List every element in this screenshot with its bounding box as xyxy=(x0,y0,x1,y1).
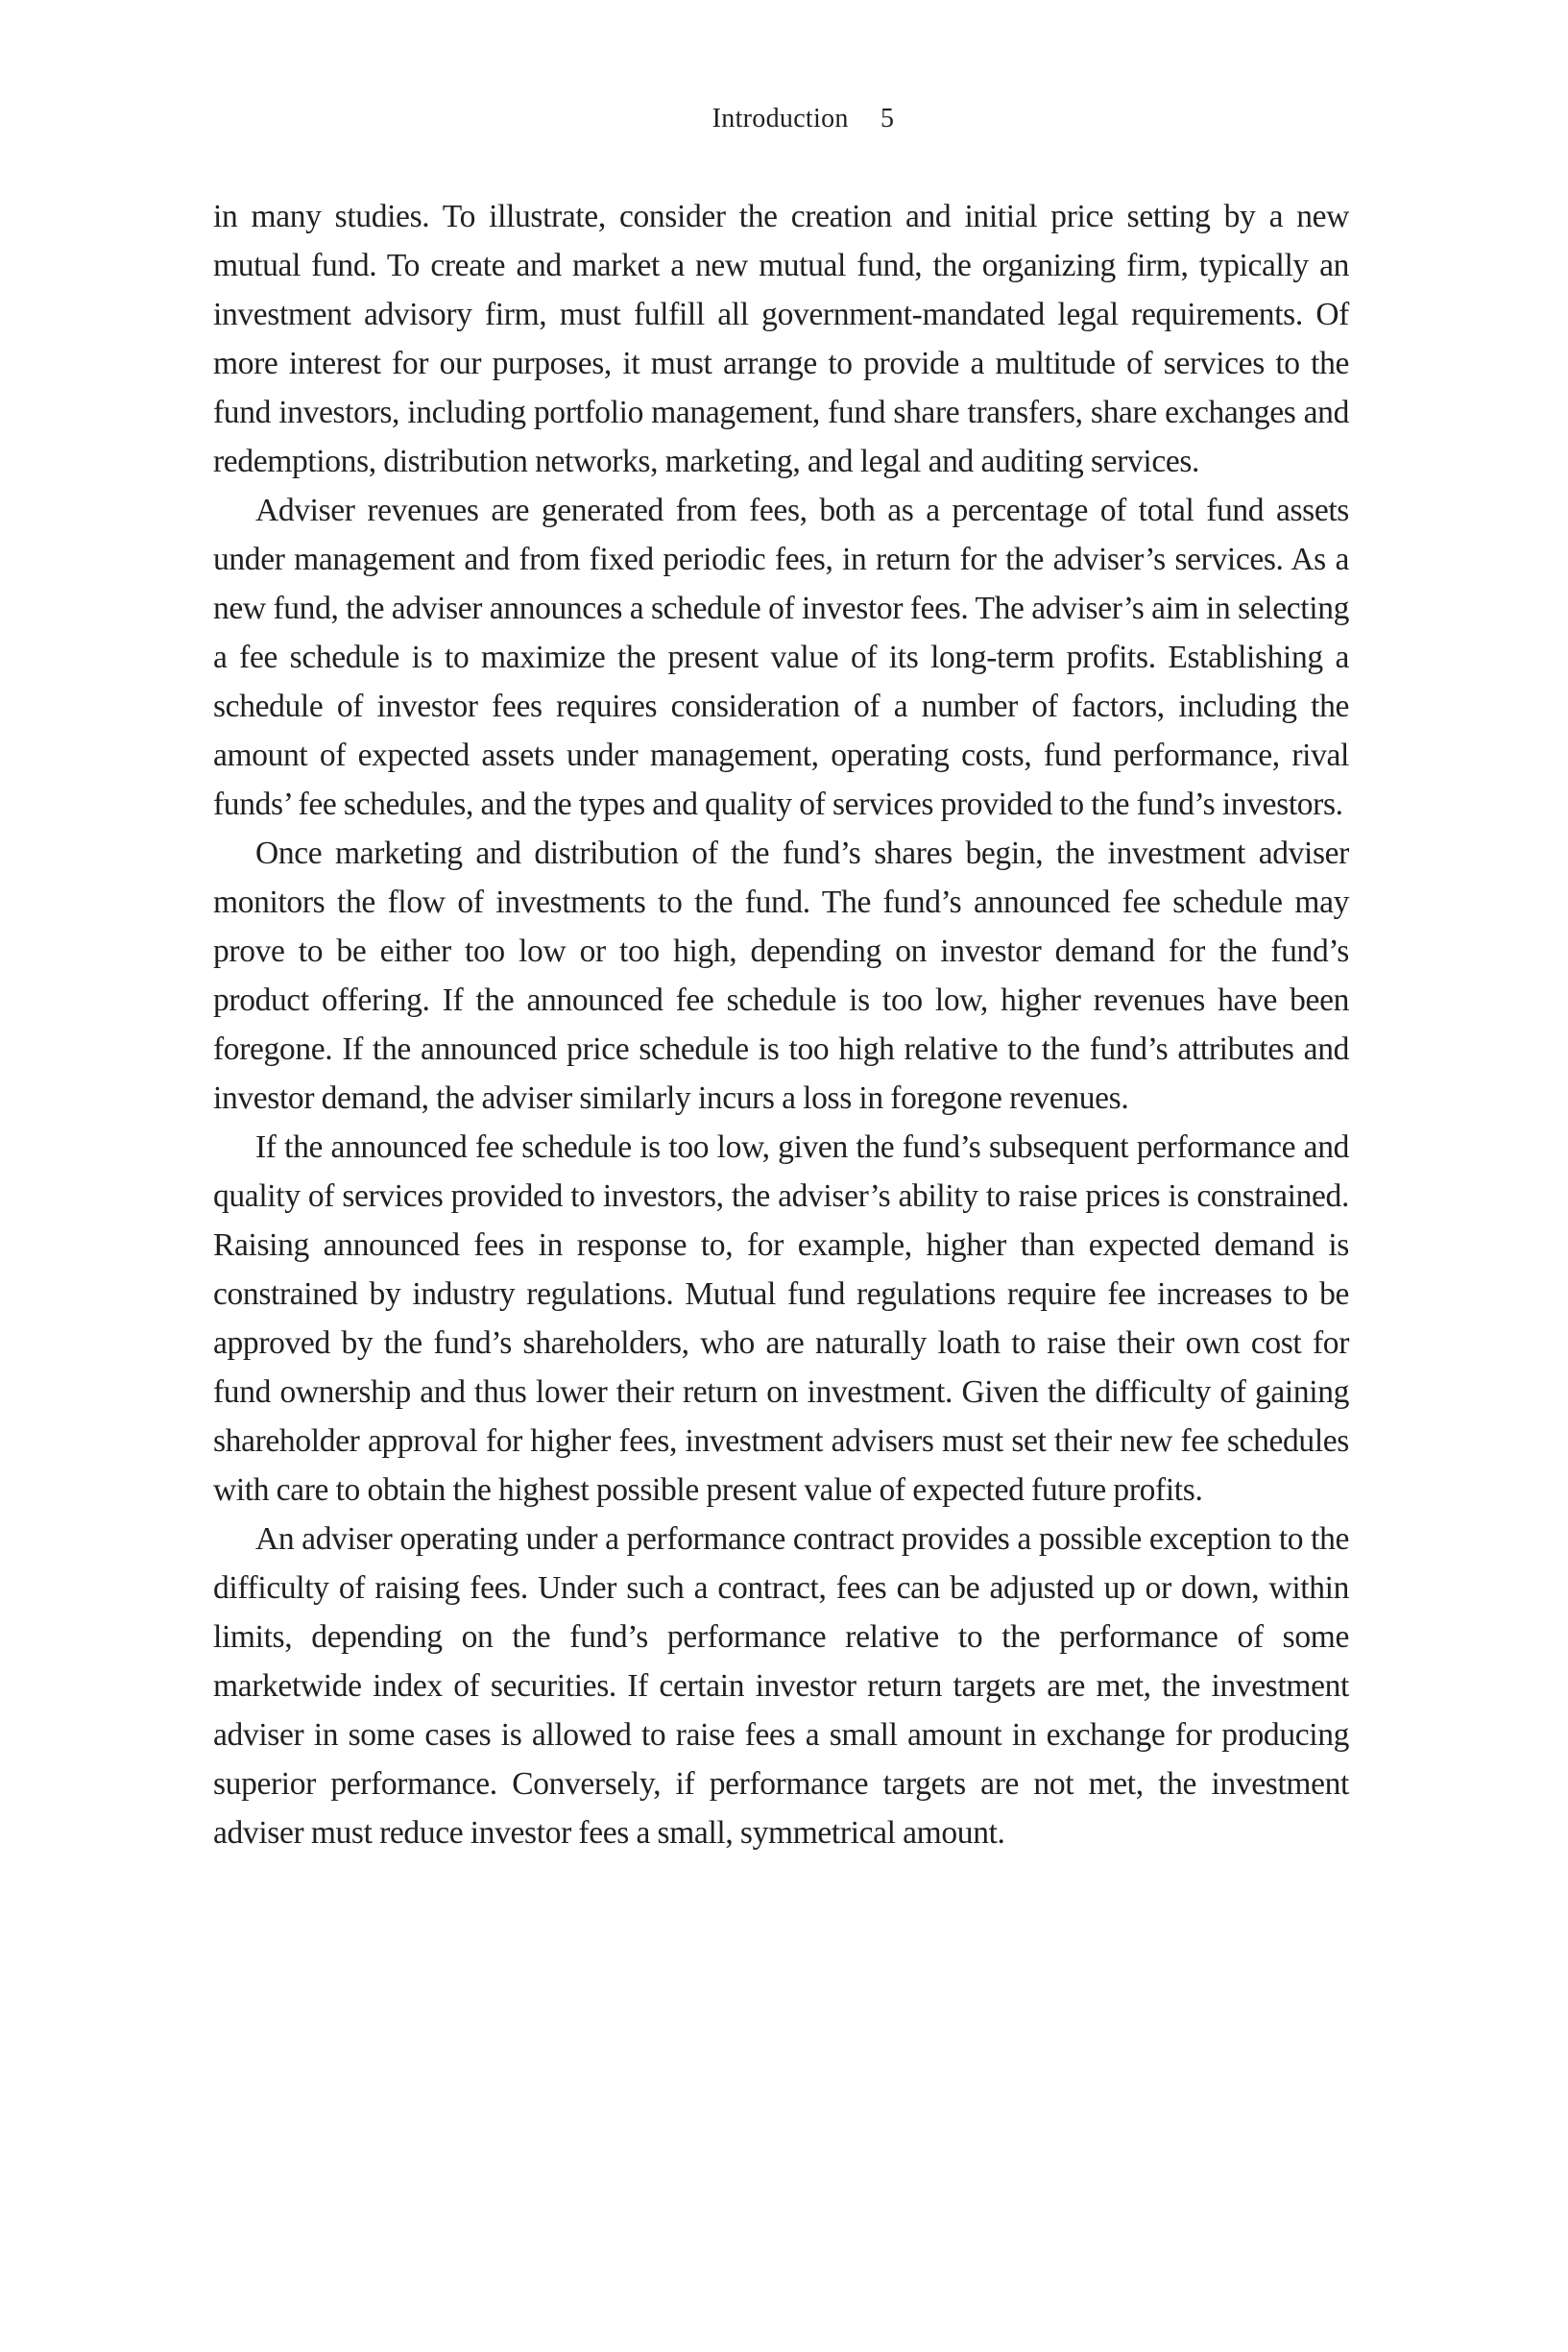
paragraph-marketing-distribution: Once marketing and distribution of the fund’s shares begin, the investment adviser monitors the flow of investments to the fund. The fund’s announced fee schedule may prove to be either too low or too high, depending on investor demand for the fund’s product offering. If the announced fee schedule is too low, higher revenues have been foregone. If the announced price schedule is too high relative to the fund’s attributes and investor demand, the adviser similarly incurs a loss in foregone revenues. xyxy=(213,836,1349,1116)
paragraph-fee-too-low: If the announced fee schedule is too low, given the fund’s subsequent performance and quality of services provided to investors, the adviser’s ability to raise prices is constrained. Raising announced fees in response to, for example, higher than expected demand is constrained by industry regulations. Mutual fund regulations require fee increases to be approved by the fund’s shareholders, who are naturally loath to raise their own cost for fund ownership and thus lower their return on investment. Given the difficulty of gaining shareholder approval for higher fees, investment advisers must set their new fee schedules with care to obtain the highest possible present value of expected future profits. xyxy=(213,1129,1349,1508)
paragraph-continued: in many studies. To illustrate, consider the creation and initial price setting by a new mutual fund. To create and market a new mutual fund, the organizing firm, typically an investment advisory firm, must fulfill all government-mandated legal requirements. Of more interest for our purposes, it must arrange to provide a multitude of services to the fund investors, including portfolio management, fund share transfers, share exchanges and redemptions, distribution networks, marketing, and legal and auditing services. xyxy=(213,199,1349,479)
page-number: 5 xyxy=(880,104,895,133)
paragraph-adviser-revenues: Adviser revenues are generated from fees, both as a percentage of total fund assets under management and from fixed periodic fees, in return for the adviser’s services. As a new fund, the adviser announces a schedule of investor fees. The adviser’s aim in selecting a fee schedule is to maximize the present value of its long-term profits. Establishing a schedule of investor fees requires consideration of a number of factors, including the amount of expected assets under management, operating costs, fund performance, rival funds’ fee schedules, and the types and quality of services provided to the fund’s investors. xyxy=(213,493,1349,822)
paragraph-performance-contract: An adviser operating under a performance contract provides a possible exception to the difficulty of raising fees. Under such a contract, fees can be adjusted up or down, within limits, depending on the fund’s performance relative to the performance of some marketwide index of securities. If certain investor return targets are met, the investment adviser in some cases is allowed to raise fees a small amount in exchange for producing superior performance. Conversely, if performance targets are not met, the investment adviser must reduce investor fees a small, symmetrical amount. xyxy=(213,1521,1349,1851)
body-text xyxy=(213,192,1349,1857)
running-head xyxy=(0,100,1568,138)
running-head-title: Introduction xyxy=(712,104,849,133)
